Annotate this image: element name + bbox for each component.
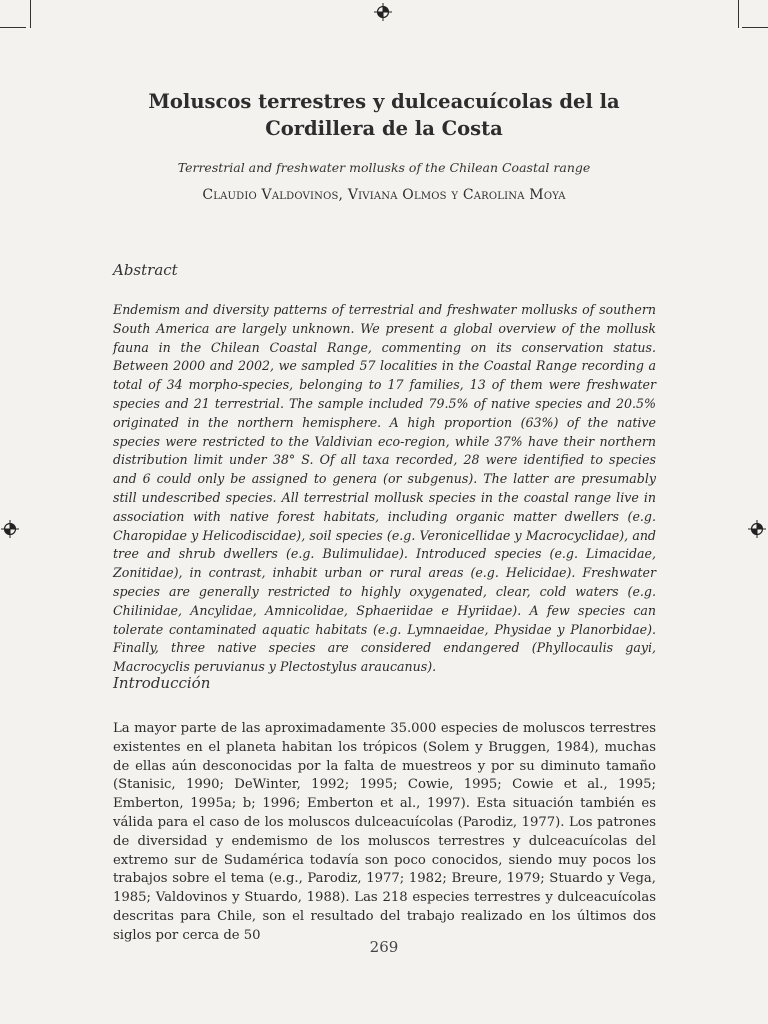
crop-mark-top-right-horizontal (742, 27, 768, 28)
page-number: 269 (369, 938, 399, 956)
crop-mark-top-left-vertical (30, 0, 31, 28)
article-title: Moluscos terrestres y dulceacuícolas del la Cordillera de la Costa (148, 90, 620, 140)
introduction-heading: Introducción (113, 674, 211, 692)
abstract-heading: Abstract (113, 261, 178, 279)
registration-mark-left-icon (1, 520, 19, 538)
registration-mark-top-icon (374, 3, 392, 21)
registration-mark-right-icon (748, 520, 766, 538)
introduction-paragraph: La mayor parte de las aproximadamente 35.000 especies de moluscos terrestres existentes en el planeta habitan los trópicos (Solem y Bruggen, 1984), muchas de ellas aún desconocidas por la falta de muestreos y por su diminuto tamaño (Stanisic, 1990; DeWinter, 1992; 1995; Cowie, 1995; Cowie et al., 1995; Emberton, 1995a; b; 1996; Emberton et al., 1997). Esta situación también es válida para el caso de los moluscos dulceacuícolas (Parodiz, 1977). Los patrones de diversidad y endemismo de los moluscos terrestres y dulceacuícolas del extremo sur de Sudamérica todavía son poco conocidos, siendo muy pocos los trabajos sobre el tema (e.g., Parodiz, 1977; 1982; Breure, 1979; Stuardo y Vega, 1985; Valdovinos y Stuardo, 1988). Las 218 especies terrestres y dulceacuícolas descritas para Chile, son el resultado del trabajo realizado en los últimos dos siglos por cerca de 50 (113, 721, 656, 943)
crop-mark-top-left-horizontal (0, 27, 26, 28)
article-subtitle: Terrestrial and freshwater mollusks of the Chilean Coastal range (177, 160, 591, 175)
article-authors: Claudio Valdovinos, Viviana Olmos y Carolina Moya (202, 187, 566, 203)
abstract-paragraph: Endemism and diversity patterns of terrestrial and freshwater mollusks of southern South America are largely unknown. We present a global overview of the mollusk fauna in the Chilean Coastal Range, commenting on its conservation status. Between 2000 and 2002, we sampled 57 localities in the Coastal Range recording a total of 34 morpho-species, belonging to 17 families, 13 of them were freshwater species and 21 terrestrial. The sample included 79.5% of native species and 20.5% originated in the northern hemisphere. A high proportion (63%) of the native species were restricted to the Valdivian eco-region, while 37% have their northern distribution limit under 38° S. Of all taxa recorded, 28 were identified to species and 6 could only be assigned to genera (or subgenus). The latter are presumably still undescribed species. All terrestrial mollusk species in the coastal range live in association with native forest habitats, including organic matter dwellers (e.g. Charopidae y Helicodiscidae), soil species (e.g. Veronicellidae y Macrocyclidae), and tree and shrub dwellers (e.g. Bulimulidae). Introduced species (e.g. Limacidae, Zonitidae), in contrast, inhabit urban or rural areas (e.g. Helicidae). Freshwater species are generally restricted to highly oxygenated, clear, cold waters (e.g. Chilinidae, Ancylidae, Amnicolidae, Sphaeriidae e Hyriidae). A few species can tolerate contaminated aquatic habitats (e.g. Lymnaeidae, Physidae y Planorbidae). Finally, three native species are considered endangered (Phyllocaulis gayi, Macrocyclis peruvianus y Plectostylus araucanus). (113, 302, 656, 675)
crop-mark-top-right-vertical (738, 0, 739, 28)
